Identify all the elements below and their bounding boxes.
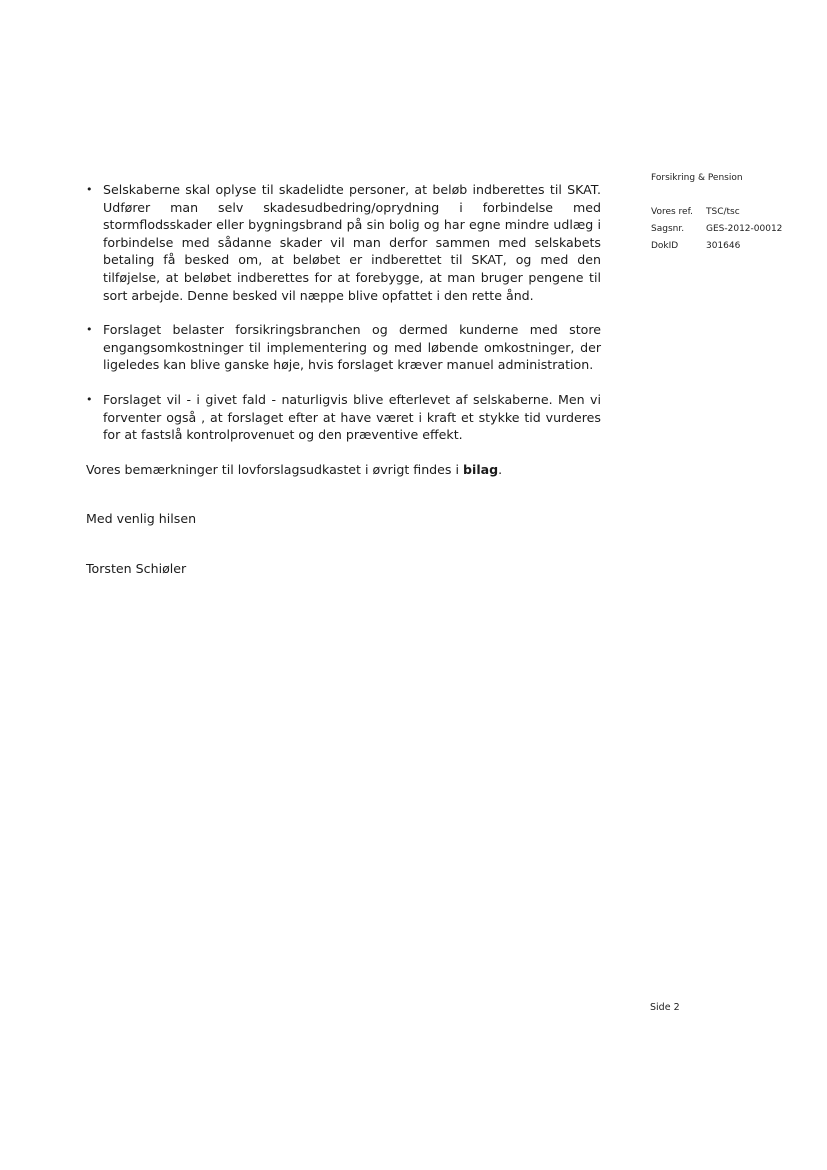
meta-label: DokID — [651, 241, 679, 251]
remarks-end: . — [498, 461, 503, 477]
signer-name: Torsten Schiøler — [86, 560, 187, 576]
letter-sidebar — [651, 170, 821, 255]
meta-row-document-id — [651, 238, 821, 255]
bullet-list — [86, 181, 601, 444]
meta-label: Sagsnr. — [651, 224, 685, 234]
meta-row-case-number — [651, 221, 821, 238]
remarks-text: Vores bemærkninger til lovforslagsudkastet i øvrigt findes i — [86, 461, 463, 477]
attachment-reference: bilag — [462, 461, 499, 477]
organization-name: Forsikring & Pension — [651, 173, 743, 183]
remarks-paragraph — [86, 461, 601, 479]
meta-row-reference — [651, 204, 821, 221]
page-number: Side 2 — [650, 1002, 680, 1013]
meta-value: TSC/tsc — [706, 207, 740, 217]
letter-body — [86, 181, 601, 578]
meta-value: 301646 — [706, 241, 741, 251]
bullet-item: • Forslaget vil - i givet fald - naturligvis blive efterlevet af selskaberne. Men vi forventer også , at forslaget efter at have været i kraft et stykke tid vurderes for at fastslå kontrolprovenuet og den præventive effekt. — [86, 391, 601, 444]
meta-label: Vores ref. — [651, 207, 693, 217]
closing-salutation: Med venlig hilsen — [86, 511, 197, 527]
bullet-item: • Selskaberne skal oplyse til skadelidte personer, at beløb indberettes til SKAT. Udfører man selv skadesudbedring/oprydning i forbindelse med stormflodsskader eller bygningsbrand på sin bolig og har egne mindre udlæg i forbindelse med sådanne skader vil man derfor sammen med selskabets betaling få besked om, at beløbet er indberettet til SKAT, og med den tilføjelse, at beløbet indberettes for at forebygge, at man bruger pengene til sort arbejde. Denne besked vil næppe blive opfattet i den rette ånd. — [86, 181, 601, 304]
bullet-item: • Forslaget belaster forsikringsbranchen og dermed kunderne med store engangsomkostninger til implementering og med løbende omkostninger, der ligeledes kan blive ganske høje, hvis forslaget kræver manuel administration. — [86, 321, 601, 374]
meta-value: GES-2012-00012 — [706, 224, 783, 234]
